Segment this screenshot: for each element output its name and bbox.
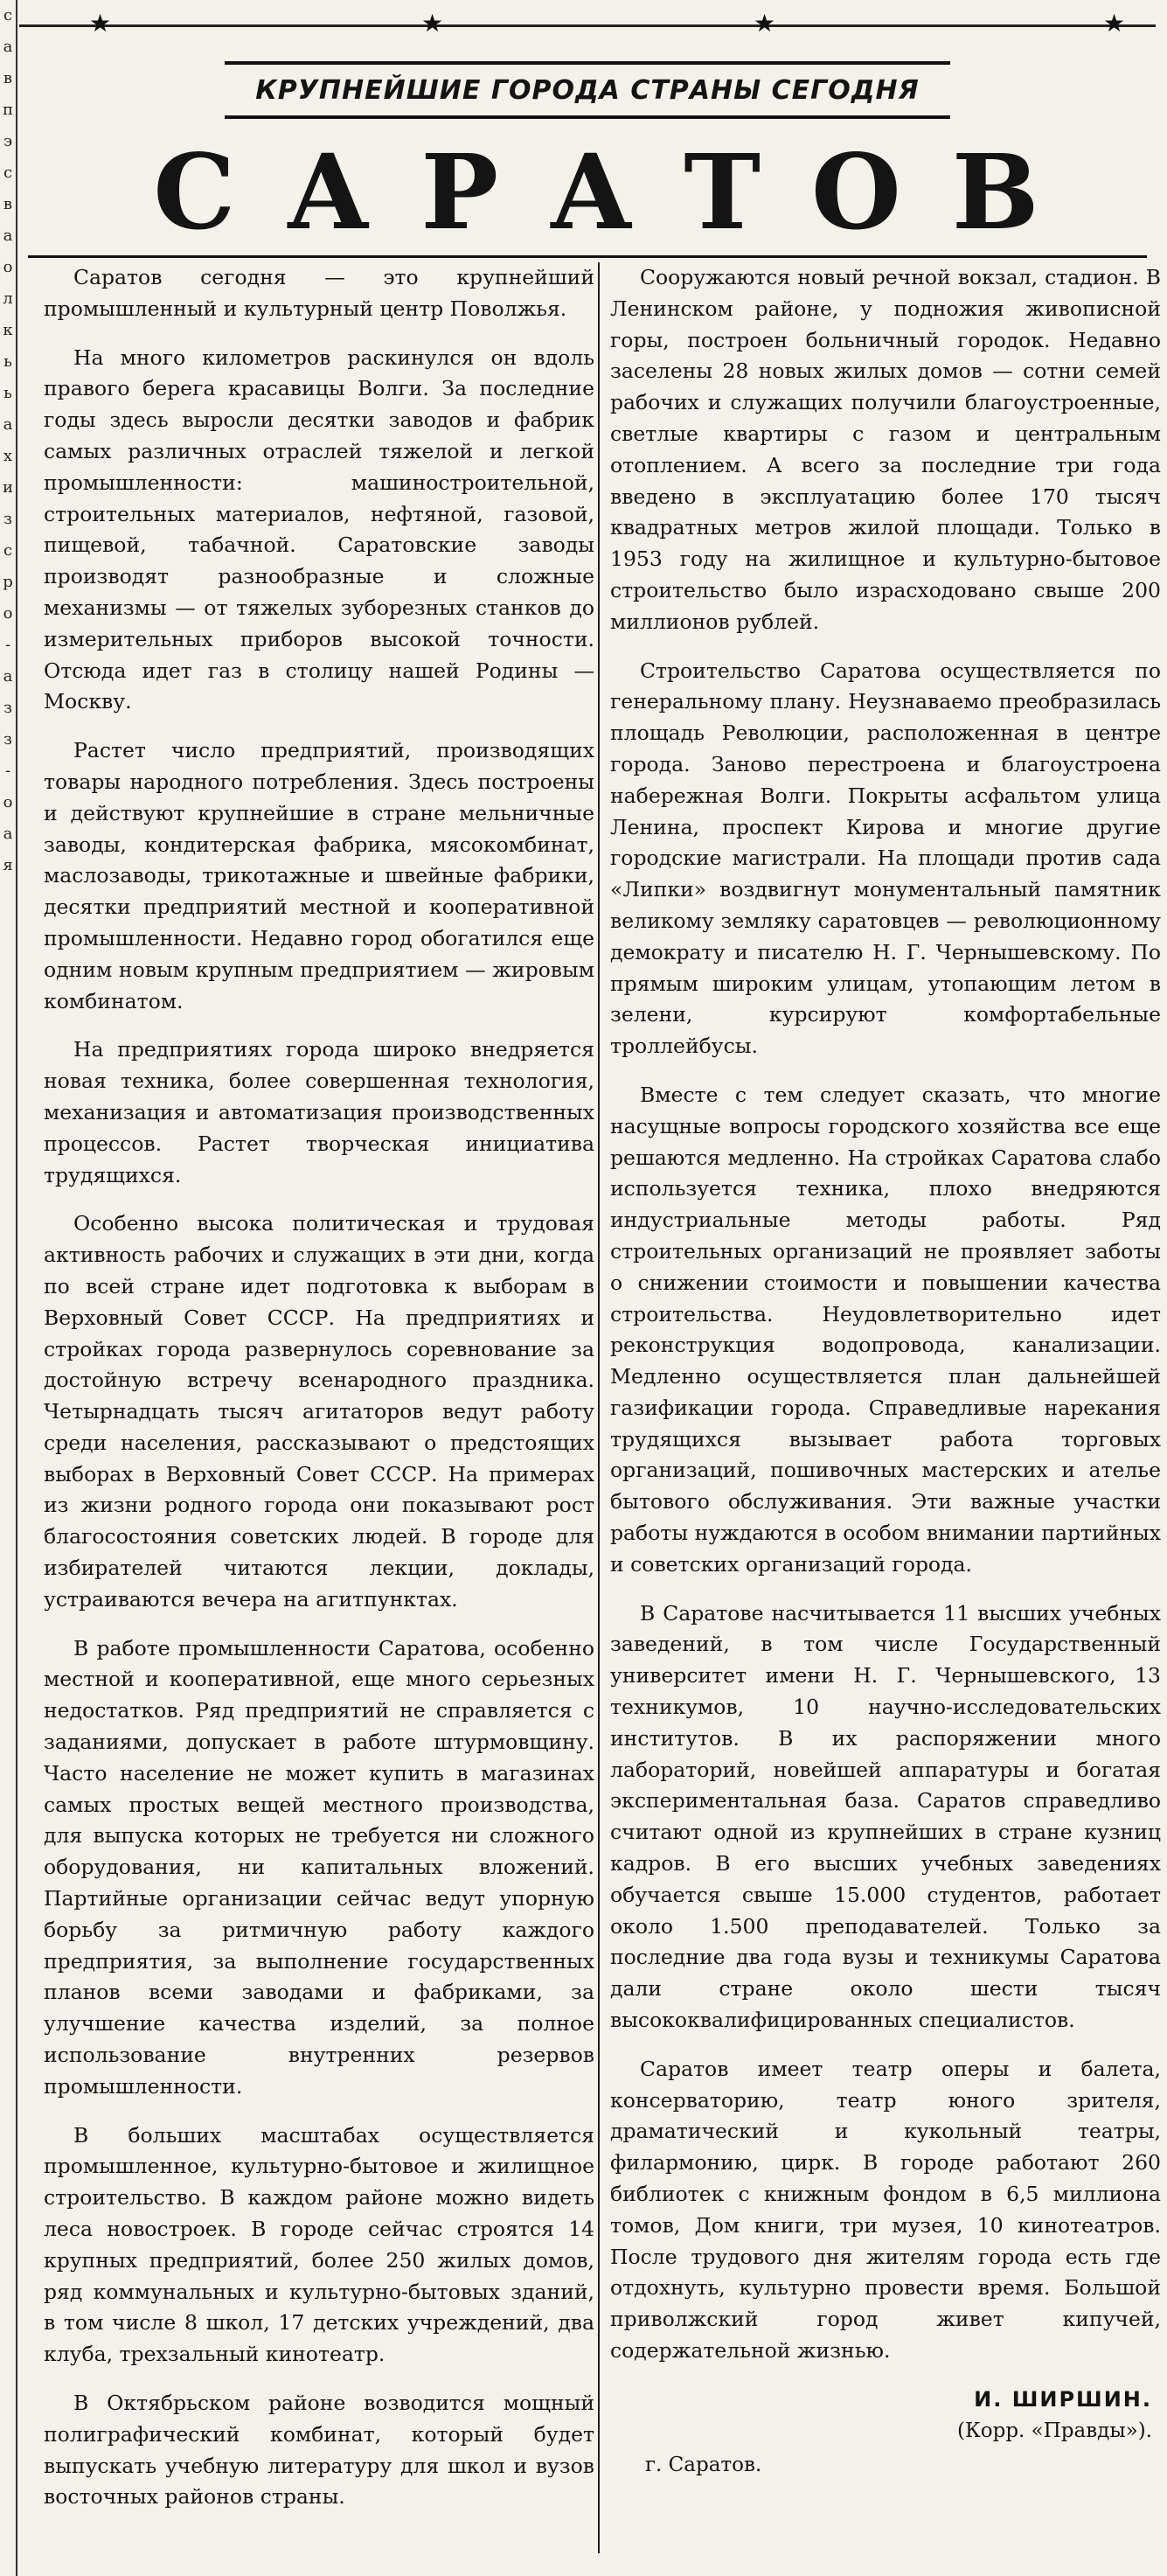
edge-letter: - (4, 762, 11, 780)
edge-letter: а (3, 825, 13, 843)
header-ornaments (19, 10, 1156, 37)
edge-letter: - (4, 636, 11, 654)
edge-letter: з (3, 699, 12, 717)
edge-letter: с (3, 164, 13, 182)
edge-letter: р (3, 573, 13, 591)
edge-letter: а (3, 667, 13, 686)
edge-letter: в (3, 195, 13, 213)
article-paragraph: Вместе с тем следует сказать, что многие насущные вопросы городского хозяйства все еще решаются медленно. На стройках Саратова слабо используется техника, плохо внедряются индустриальные методы работы. Ряд строительных организаций не проявляет заботы о снижении стоимости и повышении качества строительства. Неудовлетворительно идет реконструкция водопровода, канализации. Медленно осуществляется план дальнейшей газификации города. Справедливые нарекания трудящихся вызывает работа торговых организаций, пошивочных мастерских и ателье бытового обслуживания. Эти важные участки работы нуждаются в особом внимании партийных и советских организаций города. (610, 1082, 1161, 1577)
edge-letter: п (3, 101, 13, 119)
edge-letter: ь (3, 384, 12, 402)
dateline-place: г. Саратов. (645, 2454, 762, 2477)
title-rule (28, 255, 1147, 258)
edge-letter: ь (3, 352, 12, 371)
edge-letter: с (3, 541, 13, 560)
edge-letter: а (3, 38, 13, 56)
edge-letter: к (3, 321, 13, 339)
edge-letter: и (3, 478, 13, 497)
article-paragraph: В больших масштабах осуществляется промышленное, культурно-бытовое и жилищное строительство. В каждом районе можно видеть леса новостроек. В городе сейчас строятся 14 крупных предприятий, более 250 жилых домов, ряд коммунальных и культурно-бытовых зданий, в том числе 8 школ, 17 детских учреждений, два клуба, трехзальный кинотеатр. (44, 2122, 594, 2367)
edge-letter: с (3, 6, 13, 24)
adjacent-column-edge (0, 0, 17, 2576)
article-column-right (610, 262, 1161, 2553)
edge-letter: о (3, 793, 13, 811)
star-icon: ★ (89, 9, 112, 38)
edge-letter: з (3, 510, 12, 528)
correspondent-note: (Корр. «Правды»). (956, 2419, 1152, 2442)
article-paragraph: Саратов сегодня — это крупнейший промышленный и культурный центр Поволжья. (44, 265, 594, 321)
star-icon: ★ (421, 9, 444, 38)
article-paragraph: Саратов имеет театр оперы и балета, консерваторию, театр юного зрителя, драматический и кукольный театры, филармонию, цирк. В городе работают 260 библиотек с книжным фондом в 6,5 миллиона томов, Дом книги, три музея, 10 кинотеатров. После трудового дня жителям города есть где отдохнуть, культурно провести время. Большой приволжский город живет кипучей, содержательной жизнью. (610, 2056, 1161, 2363)
article-paragraph: На предприятиях города широко внедряется новая техника, более совершенная технология, механизация и автоматизация производственных процессов. Растет творческая инициатива трудящихся. (44, 1037, 594, 1187)
article-paragraph: Сооружаются новый речной вокзал, стадион. В Ленинском районе, у подножия живописной горы, построен больничный городок. Недавно заселены 28 новых жилых домов — сотни семей рабочих и служащих получили благоустроенные, светлые квартиры с газом и центральным отоплением. А всего за последние три года введено в эксплуатацию более 170 тысяч квадратных метров жилой площади. Только в 1953 году на жилищное и культурно-бытовое строительство было израсходовано свыше 200 миллионов рублей. (610, 265, 1161, 634)
edge-letter: з (3, 730, 12, 748)
edge-letter: в (3, 69, 13, 87)
star-icon: ★ (754, 9, 776, 38)
star-icon: ★ (1103, 9, 1126, 38)
author-name: И. ШИРШИН. (974, 2386, 1152, 2412)
article-column-left (44, 262, 594, 2553)
article-paragraph: В работе промышленности Саратова, особенно местной и кооперативной, еще много серьезных недостатков. Ряд предприятий не справляется с заданиями, допускает в работе штурмовщину. Часто население не может купить в магазинах самых простых вещей местного производства, для выпуска которых не требуется ни сложного оборудования, ни капитальных вложений. Партийные организации сейчас ведут упорную борьбу за ритмичную работу каждого предприятия, за выполнение государственных планов всеми заводами и фабриками, за улучшение качества изделий, за полное использование внутренних резервов промышленности. (44, 1635, 594, 2099)
newspaper-page (19, 0, 1161, 2576)
article-title: САРАТОВ (153, 131, 1090, 253)
signature-block (610, 2385, 1161, 2447)
article-paragraph: Строительство Саратова осуществляется по генеральному плану. Неузнаваемо преобразилась площадь Революции, расположенная в центре города. Заново перестроена и благоустроена набережная Волги. Покрыты асфальтом улица Ленина, проспект Кирова и многие другие городские магистрали. На площади против сада «Липки» воздвигнут монументальный памятник великому земляку саратовцев — революционному демократу и писателю Н. Г. Чернышевскому. По прямым широким улицам, утопающим летом в зелени, курсируют комфортабельные троллейбусы. (610, 658, 1161, 1059)
article-paragraph: В Саратове насчитывается 11 высших учебных заведений, в том числе Государственный университет имени Н. Г. Чернышевского, 13 техникумов, 10 научно-исследовательских институтов. В их распоряжении много лабораторий, новейшей аппаратуры и богатая экспериментальная база. Саратов справедливо считают одной из крупнейших в стране кузниц кадров. В его высших учебных заведениях обучается свыше 15.000 студентов, работает около 1.500 преподавателей. Только за последние два года вузы и техникумы Саратова дали стране около шести тысяч высококвалифицированных специалистов. (610, 1600, 1161, 2033)
article-paragraph: В Октябрьском районе возводится мощный полиграфический комбинат, который будет выпускать учебную литературу для школ и вузов восточных районов страны. (44, 2391, 594, 2510)
edge-letter: э (3, 132, 13, 150)
edge-letter: л (3, 289, 13, 308)
rubric-frame (225, 61, 950, 119)
edge-letter: о (3, 258, 13, 276)
article-paragraph: Растет число предприятий, производящих товары народного потребления. Здесь построены и действуют крупнейшие в стране мельничные заводы, кондитерская фабрика, мясокомбинат, маслозаводы, трикотажные и швейные фабрики, десятки предприятий местной и кооперативной промышленности. Недавно город обогатился еще одним новым крупным предприятием — жировым комбинатом. (44, 738, 594, 1013)
edge-letter: а (3, 415, 13, 434)
article-paragraph: Особенно высока политическая и трудовая активность рабочих и служащих в эти дни, когда по всей стране идет подготовка к выборам в Верховный Совет СССР. На предприятиях и стройках города развернулось соревнование за достойную встречу всенародного праздника. Четырнадцать тысяч агитаторов ведут работу среди населения, рассказывают о предстоящих выборах в Верховный Совет СССР. На примерах из жизни родного города они показывают рост благосостояния советских людей. В городе для избирателей читаются лекции, доклады, устраиваются вечера на агитпунктах. (44, 1211, 594, 1612)
column-divider (598, 262, 600, 2553)
edge-letter: о (3, 604, 13, 623)
edge-letter: а (3, 226, 13, 245)
edge-letter: я (3, 856, 13, 874)
article-paragraph: На много километров раскинулся он вдоль правого берега красавицы Волги. За последние годы здесь выросли десятки заводов и фабрик самых различных отраслей тяжелой и легкой промышленности: машиностроительной, строительных материалов, нефтяной, газовой, пищевой, табачной. Саратовские заводы производят разнообразные и сложные механизмы — от тяжелых зуборезных станков до измерительных приборов высокой точности. Отсюда идет газ в столицу нашей Родины — Москву. (44, 345, 594, 714)
rubric-heading: КРУПНЕЙШИЕ ГОРОДА СТРАНЫ СЕГОДНЯ (255, 74, 920, 106)
edge-letter: х (3, 447, 13, 465)
